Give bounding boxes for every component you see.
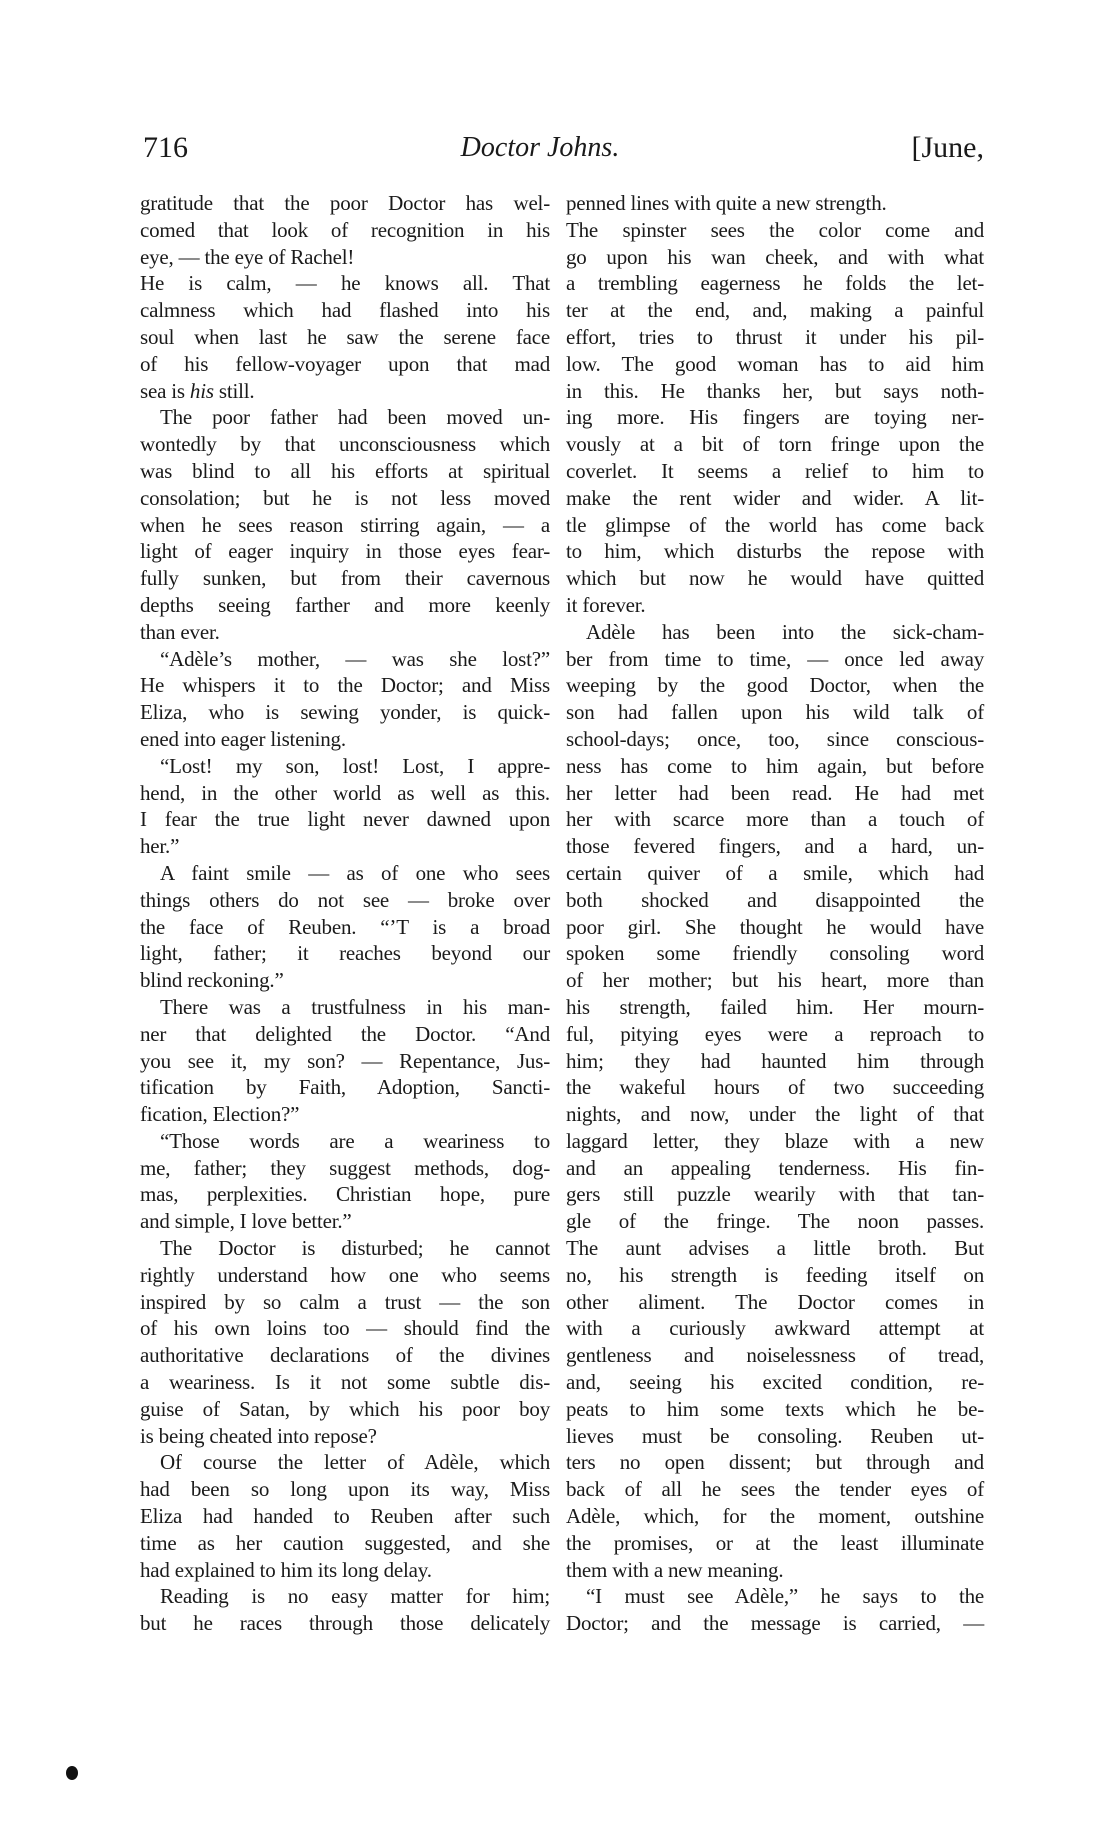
text-line: ened into eager listening. (140, 726, 346, 751)
text-line: gentleness and noiselessness of tread, (566, 1343, 984, 1368)
text-line: than ever. (140, 619, 220, 644)
text-line: the face of Reuben. “’T is a broad (140, 914, 550, 939)
text-line: her letter had been read. He had met (566, 780, 984, 805)
paragraph (140, 190, 550, 270)
text-line: which but now he would have quitted (566, 566, 984, 591)
text-line: was blind to all his efforts at spiritual (140, 458, 550, 483)
text-line: authoritative declarations of the divines (140, 1343, 550, 1368)
text-line: but he races through those delicately (140, 1611, 550, 1636)
text-line: “Those words are a weariness to (160, 1128, 550, 1153)
text-line: is being cheated into repose? (140, 1423, 377, 1448)
text-line: fully sunken, but from their cavernous (140, 566, 550, 591)
text-line: and, seeing his excited condition, re- (566, 1370, 984, 1395)
text-line: lieves must be consoling. Reuben ut- (566, 1423, 984, 1448)
text-line: calmness which had flashed into his (140, 298, 550, 323)
text-line: He whispers it to the Doctor; and Miss (140, 673, 550, 698)
text-line: ness has come to him again, but before (566, 753, 984, 778)
text-line: me, father; they suggest methods, dog- (140, 1155, 550, 1180)
text-line: spoken some friendly consoling word (566, 941, 984, 966)
text-line: The aunt advises a little broth. But (566, 1236, 984, 1261)
text-line: blind reckoning.” (140, 968, 284, 993)
text-line: those fevered fingers, and a hard, un- (566, 834, 984, 859)
text-line: him; they had haunted him through (566, 1048, 984, 1073)
text-line: light, father; it reaches beyond our (140, 941, 550, 966)
text-line: school-days; once, too, since conscious- (566, 726, 984, 751)
text-line: rightly understand how one who seems (140, 1262, 550, 1287)
paragraph (140, 270, 550, 404)
paragraph (140, 860, 550, 994)
text-line: time as her caution suggested, and she (140, 1530, 550, 1555)
text-line: both shocked and disappointed the (566, 887, 984, 912)
text-line: depths seeing farther and more keenly (140, 592, 550, 617)
text-line: hend, in the other world as well as this. (140, 780, 550, 805)
text-line: “Lost! my son, lost! Lost, I appre- (160, 753, 550, 778)
text-line: “Adèle’s mother, — was she lost?” (160, 646, 550, 671)
paragraph (140, 1128, 550, 1235)
text-line: He is calm, — he knows all. That (140, 271, 550, 296)
paragraph (140, 646, 550, 753)
text-line: Adèle has been into the sick-cham- (586, 619, 984, 644)
text-line: penned lines with quite a new strength. (566, 191, 887, 215)
text-line: A faint smile — as of one who sees (160, 860, 550, 885)
text-line: tification by Faith, Adoption, Sancti- (140, 1075, 550, 1100)
text-line: ing more. His fingers are toying ner- (566, 405, 984, 430)
text-line: of her mother; but his heart, more than (566, 968, 984, 993)
text-line: laggard letter, they blaze with a new (566, 1128, 984, 1153)
text-line: of his own loins too — should find the (140, 1316, 550, 1341)
text-line: Reading is no easy matter for him; (160, 1584, 550, 1609)
text-column-left (140, 190, 550, 1637)
text-line: with a curiously awkward attempt at (566, 1316, 984, 1341)
text-segment: sea is (140, 378, 190, 403)
text-line: her with scarce more than a touch of (566, 807, 984, 832)
text-line: Eliza had handed to Reuben after such (140, 1504, 550, 1529)
paragraph (140, 1449, 550, 1583)
text-line: poor girl. She thought he would have (566, 914, 984, 939)
text-line: consolation; but he is not less moved (140, 485, 550, 510)
text-line: ber from time to time, — once led away (566, 646, 984, 671)
text-line: son had fallen upon his wild talk of (566, 700, 984, 725)
text-line: peats to him some texts which he be- (566, 1396, 984, 1421)
running-title: Doctor Johns. (460, 132, 620, 163)
text-column-right (566, 190, 984, 1637)
text-line: ters no open dissent; but through and (566, 1450, 984, 1475)
text-line: Eliza, who is sewing yonder, is quick- (140, 700, 550, 725)
text-line: and simple, I love better.” (140, 1209, 352, 1234)
text-line: Doctor; and the message is carried, — (566, 1611, 984, 1636)
text-line: ful, pitying eyes were a reproach to (566, 1021, 984, 1046)
text-line: ter at the end, and, making a painful (566, 298, 984, 323)
text-line: gratitude that the poor Doctor has wel- (140, 191, 550, 215)
text-line: his strength, failed him. Her mourn- (566, 994, 984, 1019)
page-number: 716 (143, 131, 188, 164)
text-line: certain quiver of a smile, which had (566, 860, 984, 885)
text-line: gers still puzzle wearily with that tan- (566, 1182, 984, 1207)
text-line: when he sees reason stirring again, — a (140, 512, 550, 537)
text-line: nights, and now, under the light of that (566, 1102, 984, 1127)
text-line: Of course the letter of Adèle, which (160, 1450, 550, 1475)
text-line: tle glimpse of the world has come back (566, 512, 984, 537)
text-line: Adèle, which, for the moment, outshine (566, 1504, 984, 1529)
paragraph (566, 619, 984, 1584)
text-line: coverlet. It seems a relief to him to (566, 458, 984, 483)
text-line: back of all he sees the tender eyes of (566, 1477, 984, 1502)
text-line: had explained to him its long delay. (140, 1557, 432, 1582)
text-line: inspired by so calm a trust — the son (140, 1289, 550, 1314)
text-line: the promises, or at the least illuminate (566, 1530, 984, 1555)
text-line: comed that look of recognition in his (140, 217, 550, 242)
text-line: them with a new meaning. (566, 1557, 784, 1582)
text-line: mas, perplexities. Christian hope, pure (140, 1182, 550, 1207)
text-line: of his fellow-voyager upon that mad (140, 351, 550, 376)
paragraph (140, 1235, 550, 1449)
paragraph (566, 190, 984, 217)
text-line: light of eager inquiry in those eyes fear- (140, 539, 550, 564)
paragraph (140, 753, 550, 860)
text-line: a trembling eagerness he folds the let- (566, 271, 984, 296)
text-line: it forever. (566, 592, 646, 617)
text-line: you see it, my son? — Repentance, Jus- (140, 1048, 550, 1073)
text-segment: still. (213, 378, 255, 403)
text-line: to him, which disturbs the repose with (566, 539, 984, 564)
issue-month: [June, (911, 131, 984, 164)
paragraph (566, 217, 984, 619)
paragraph (140, 994, 550, 1128)
text-line: The poor father had been moved un- (160, 405, 550, 430)
text-line: make the rent wider and wider. A lit- (566, 485, 984, 510)
text-line: other aliment. The Doctor comes in (566, 1289, 984, 1314)
text-line (140, 378, 550, 405)
text-line: soul when last he saw the serene face (140, 324, 550, 349)
text-line: ner that delighted the Doctor. “And (140, 1021, 550, 1046)
text-line: her.” (140, 834, 180, 859)
text-line: I fear the true light never dawned upon (140, 807, 550, 832)
paragraph (140, 1583, 550, 1637)
text-line: low. The good woman has to aid him (566, 351, 984, 376)
text-line: and an appealing tenderness. His fin- (566, 1155, 984, 1180)
text-line: vously at a bit of torn fringe upon the (566, 432, 984, 457)
text-line: effort, tries to thrust it under his pil- (566, 324, 984, 349)
text-line: no, his strength is feeding itself on (566, 1262, 984, 1287)
text-line: a weariness. Is it not some subtle dis- (140, 1370, 550, 1395)
text-line: wontedly by that unconsciousness which (140, 432, 550, 457)
text-line: things others do not see — broke over (140, 887, 550, 912)
paragraph (566, 1583, 984, 1637)
text-line: guise of Satan, by which his poor boy (140, 1396, 550, 1421)
text-line: fication, Election?” (140, 1102, 300, 1127)
text-line: weeping by the good Doctor, when the (566, 673, 984, 698)
text-line: gle of the fringe. The noon passes. (566, 1209, 984, 1234)
text-line: The Doctor is disturbed; he cannot (160, 1236, 550, 1261)
ink-blot (66, 1766, 78, 1780)
italic-text: his (189, 378, 214, 403)
text-line: the wakeful hours of two succeeding (566, 1075, 984, 1100)
text-line: in this. He thanks her, but says noth- (566, 378, 984, 403)
text-line: There was a trustfulness in his man- (160, 994, 550, 1019)
text-line: go upon his wan cheek, and with what (566, 244, 984, 269)
paragraph (140, 404, 550, 645)
text-line: eye, — the eye of Rachel! (140, 244, 355, 269)
text-line: had been so long upon its way, Miss (140, 1477, 550, 1502)
text-line: The spinster sees the color come and (566, 217, 984, 242)
text-line: “I must see Adèle,” he says to the (586, 1584, 984, 1609)
